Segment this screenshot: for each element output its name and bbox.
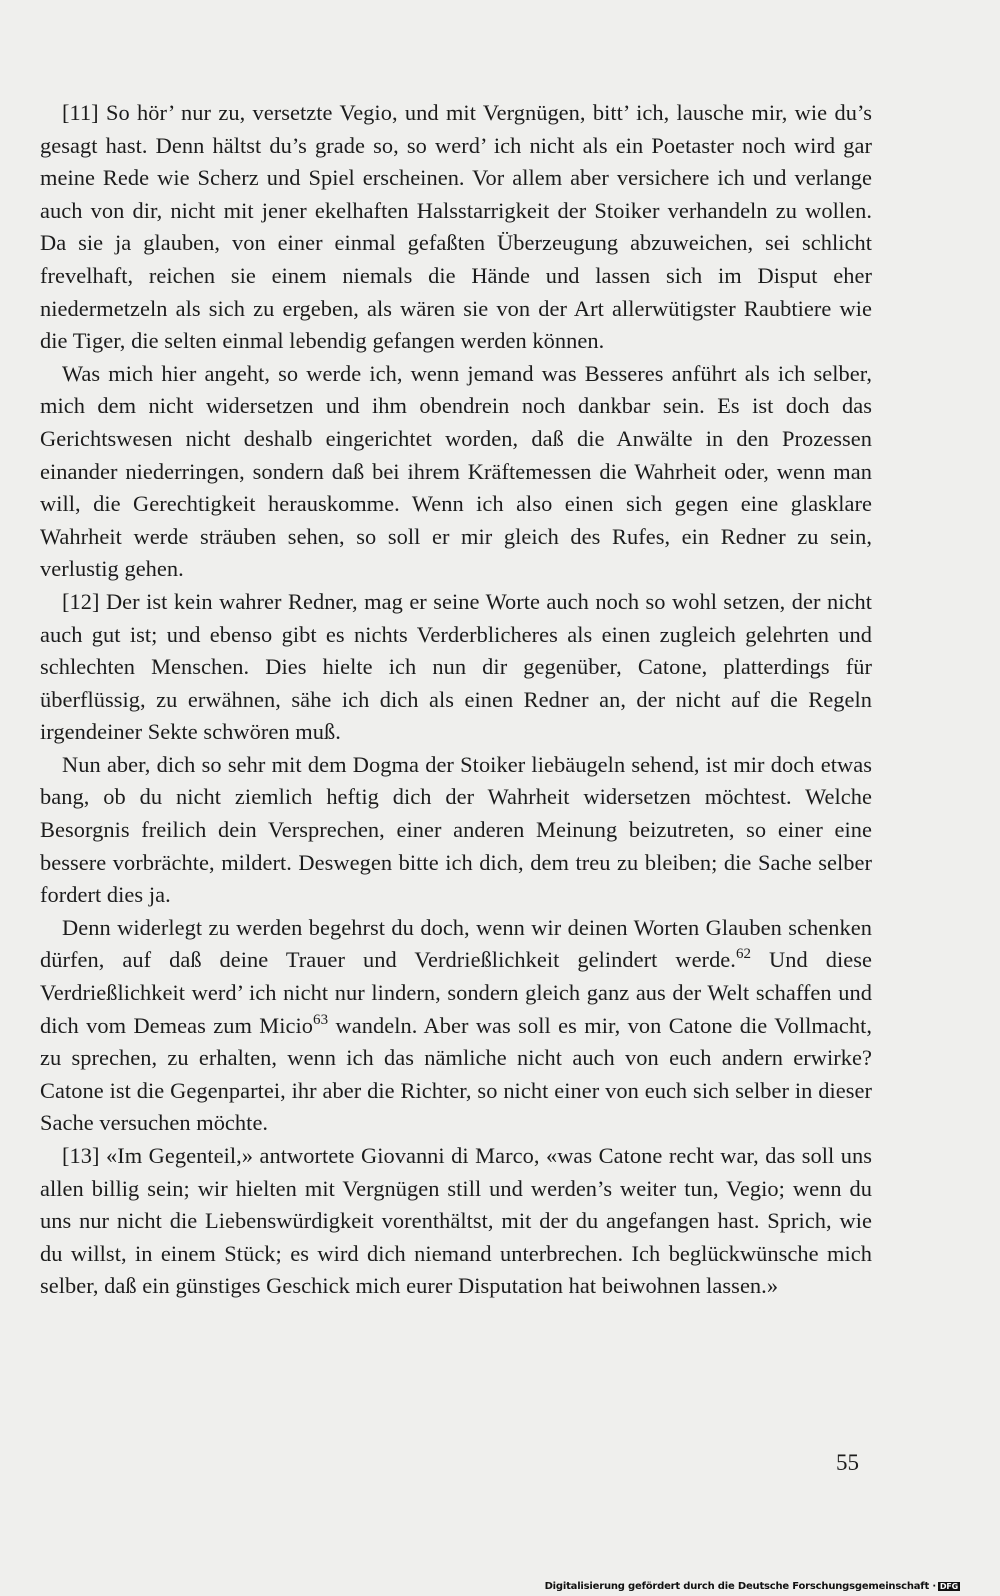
paragraph-12: [12] Der ist kein wahrer Redner, mag er seine Worte auch noch so wohl setzen, der nicht auch gut ist; und ebenso gibt es nichts Verderblicheres als einen zugleich gelehrten und schlechten Menschen. Dies hielte ich nun dir gegenüber, Catone, platterdings für überflüssig, zu erwähnen, sähe ich dich als einen Redner an, der nicht auf die Regeln irgendeiner Sekte schwören muß.	[40, 588, 872, 745]
text-segment: wandeln. Aber was soll es mir, von Catone die Vollmacht, zu sprechen, zu erhalten, wenn ich das nämliche nicht auch von euch andern erwirke? Catone ist die Gegenpartei, ihr aber die Richter, so nicht einer von euch sich selber in dieser Sache versuchen möchte.	[40, 1012, 872, 1136]
paragraph-11: [11] So hör’ nur zu, versetzte Vegio, und mit Vergnügen, bitt’ ich, lausche mir, wie du’s gesagt hast. Denn hältst du’s grade so, so werd’ ich nicht als ein Poetaster noch wird gar meine Rede wie Scherz und Spiel erscheinen. Vor allem aber versichere ich und verlange auch von dir, nicht mit jener ekelhaften Halsstarrigkeit der Stoiker verhandeln zu wollen. Da sie ja glauben, von einer einmal gefaßten Überzeugung abzuweichen, sei schlicht frevelhaft, reichen sie einem niemals die Hände und lassen sich im Disput eher niedermetzeln als sich zu ergeben, als wären sie von der Art allerwütigster Raubtiere wie die Tiger, die selten einmal lebendig gefangen werden können.	[40, 100, 872, 354]
paragraph-12-continued: Nun aber, dich so sehr mit dem Dogma der Stoiker liebäugeln sehend, ist mir doch etwas bang, ob du nicht ziemlich heftig dich der Wahrheit widersetzen möchtest. Welche Besorgnis freilich dein Versprechen, einer anderen Meinung beizutreten, so einer eine bessere vorbrächte, mildert. Deswegen bitte ich dich, dem treu zu bleiben; die Sache selber fordert dies ja.	[40, 751, 872, 908]
text-segment: Und diese Verdrießlichkeit werd’ ich nicht nur lindern, sondern gleich ganz aus der Welt schaffen und dich vom Demeas zum Micio	[40, 947, 872, 1038]
text-segment: Denn widerlegt zu werden begehrst du doch, wenn wir deinen Worten Glauben schenken dürfen, auf daß deine Trauer und Verdrießlichkeit gelindert werde.	[40, 914, 872, 973]
paragraph-11-continued: Was mich hier angeht, so werde ich, wenn jemand was Besseres anführt als ich selber, mich dem nicht widersetzen und ihm obendrein noch dankbar sein. Es ist doch das Gerichtswesen nicht deshalb eingerichtet worden, daß die Anwälte in den Prozessen einander niederringen, sondern daß bei ihrem Kräftemessen die Wahrheit oder, wenn man will, die Gerechtigkeit herauskomme. Wenn ich also einen sich gegen eine glasklare Wahrheit werde sträuben sehen, so soll er mir gleich des Rufes, ein Redner zu sein, verlustig gehen.	[40, 360, 872, 582]
footnote-marker[interactable]: 62	[735, 946, 752, 963]
body-text	[40, 97, 872, 1303]
paragraph-13: [13] «Im Gegenteil,» antwortete Giovanni di Marco, «was Catone recht war, das soll uns allen billig sein; wir hielten mit Vergnügen still und werden’s weiter tun, Vegio; wenn du uns nur nicht die Liebenswürdigkeit vorenthältst, mit der du angefangen hast. Sprich, wie du willst, in einem Stück; es wird dich niemand unterbrechen. Ich beglückwünsche mich selber, daß ein günstiges Geschick mich eurer Disputation hat beiwohnen lassen.»	[40, 1143, 872, 1299]
dfg-logo: DFG	[939, 1582, 958, 1591]
footnote-marker[interactable]: 63	[313, 1011, 329, 1028]
digitization-credit	[545, 1581, 960, 1592]
page-number: 55	[836, 1450, 859, 1475]
credit-text: Digitalisierung gefördert durch die Deutsche Forschungsgemeinschaft ·	[544, 1581, 936, 1592]
paragraph-12-footnoted	[40, 912, 872, 1140]
